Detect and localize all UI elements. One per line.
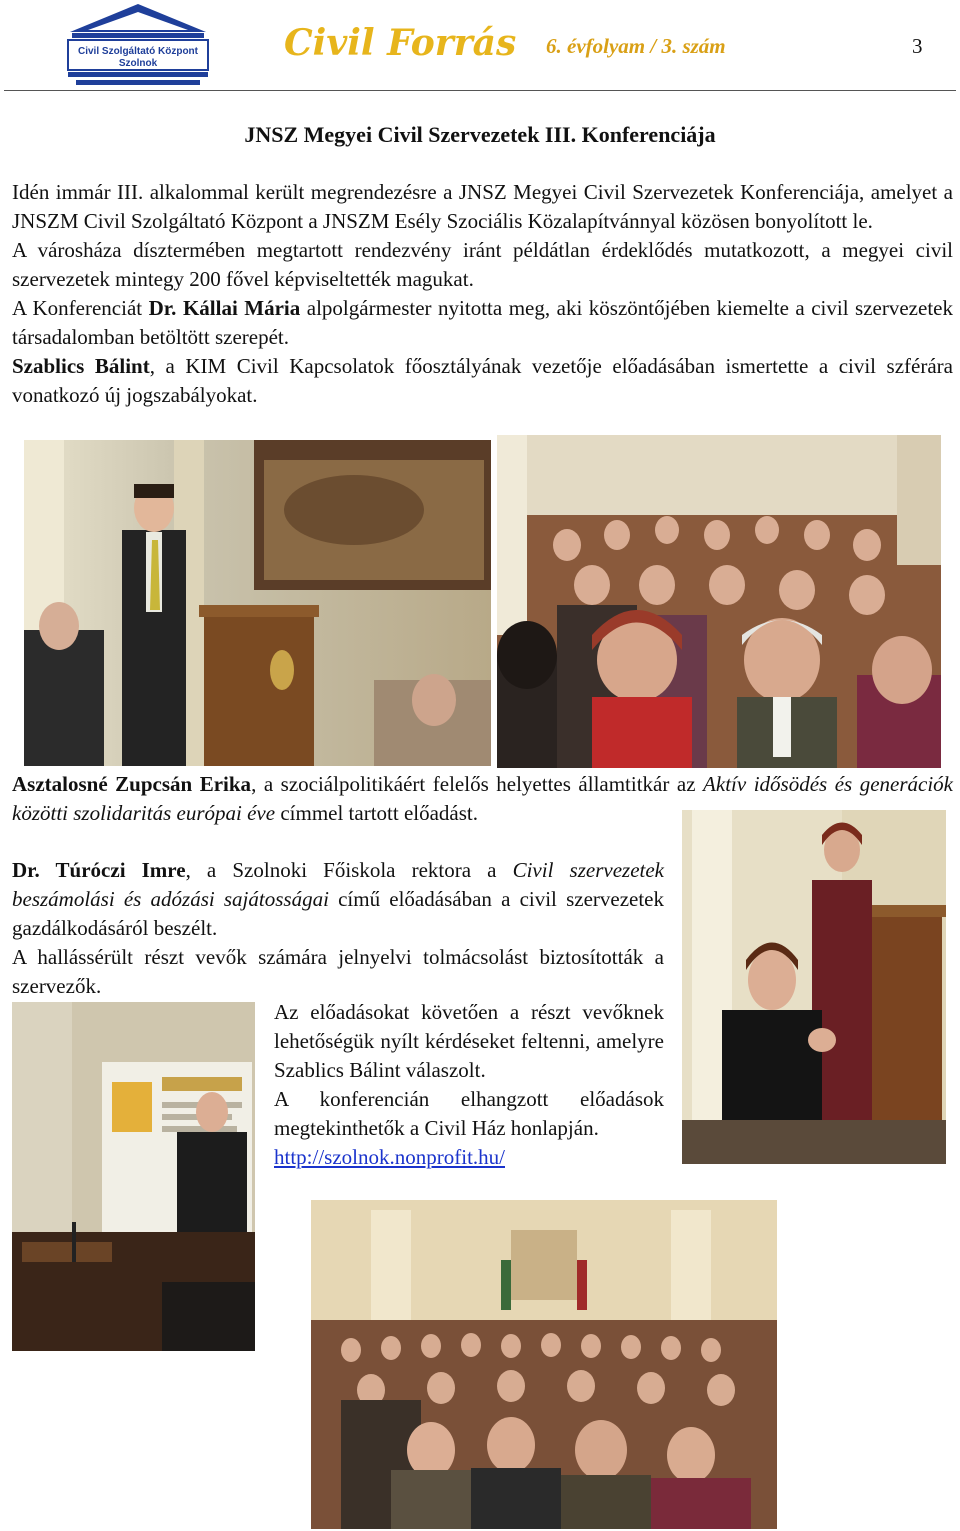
paragraph-sign-language: A hallássérült részt vevők számára jelnyelvi tolmácsolást biztosították a szervezők.	[12, 945, 664, 998]
logo-text-line2: Szolnok	[118, 58, 158, 69]
lecture-title-civil: Civil szervezetek beszámolási és adózási sajátosságai	[12, 858, 664, 911]
name-szablics: Szablics Bálint	[12, 354, 150, 378]
page-number: 3	[912, 34, 923, 58]
logo-text-line1: Civil Szolgáltató Központ	[78, 46, 198, 57]
sign-language-interpreter-photo	[682, 810, 946, 1164]
text: , a Szolnoki Főiskola rektora a	[185, 858, 513, 882]
paragraph-attendance: A városháza dísztermében megtartott rendezvény iránt példátlan érdeklődés mutatkozott, a megyei civil szervezetek mintegy 200 fővel képviseltették magukat.	[12, 238, 953, 291]
speaker-with-microphone-photo	[12, 1002, 255, 1351]
speaker-at-podium-photo	[24, 440, 491, 766]
paragraph-website: A konferencián elhangzott előadások megtekinthetők a Civil Ház honlapján.	[274, 1087, 664, 1140]
text: A Konferenciát	[12, 296, 149, 320]
website-link[interactable]: http://szolnok.nonprofit.hu/	[274, 1145, 505, 1169]
name-asztalosne: Asztalosné Zupcsán Erika	[12, 772, 252, 796]
audience-seated-photo	[497, 435, 941, 768]
paragraph-szablics	[12, 352, 953, 410]
article-title: JNSZ Megyei Civil Szervezetek III. Konferenciája	[244, 122, 716, 147]
issue-label: 6. évfolyam / 3. szám	[546, 34, 726, 58]
name-kallai: Dr. Kállai Mária	[148, 296, 301, 320]
lecture-title-aktiv: Aktív idősödés és generációk közötti szolidaritás európai éve	[12, 772, 953, 825]
text: alpolgármester nyitotta meg, aki köszöntőjében kiemelte a civil szervezetek társadalomban betöltött szerepét.	[12, 296, 953, 349]
left-column-text	[12, 827, 664, 1001]
header-divider	[4, 90, 956, 91]
brand-title: Civil Forrás	[284, 22, 517, 64]
text: címmel tartott előadást.	[275, 801, 479, 825]
text: , a szociálpolitikáért felelős helyettes államtitkár az	[251, 772, 704, 796]
paragraph-questions: Az előadásokat követően a részt vevőknek lehetőségük nyílt kérdéseket feltenni, amelyre Szablics Bálint válaszolt.	[274, 1000, 664, 1082]
logo	[66, 2, 210, 88]
paragraph-intro: Idén immár III. alkalommal került megrendezésre a JNSZ Megyei Civil Szervezetek Konferenciája, amelyet a JNSZM Civil Szolgáltató Központ a JNSZM Esély Szociális Közalapítvánnyal közösen bonyolított le.	[12, 180, 953, 233]
paragraph-turoczi	[12, 856, 664, 943]
middle-column-text	[274, 998, 664, 1172]
name-turoczi: Dr. Túróczi Imre	[12, 858, 186, 882]
text: című előadásában a civil szervezetek gazdálkodásáról beszélt.	[12, 887, 665, 940]
paragraph-opening	[12, 294, 953, 352]
text: , a KIM Civil Kapcsolatok főosztályának vezetője előadásában ismertette a civil szférára vonatkozó új jogszabályokat.	[12, 354, 953, 407]
intro-text	[12, 178, 953, 410]
full-hall-audience-photo	[311, 1200, 777, 1529]
